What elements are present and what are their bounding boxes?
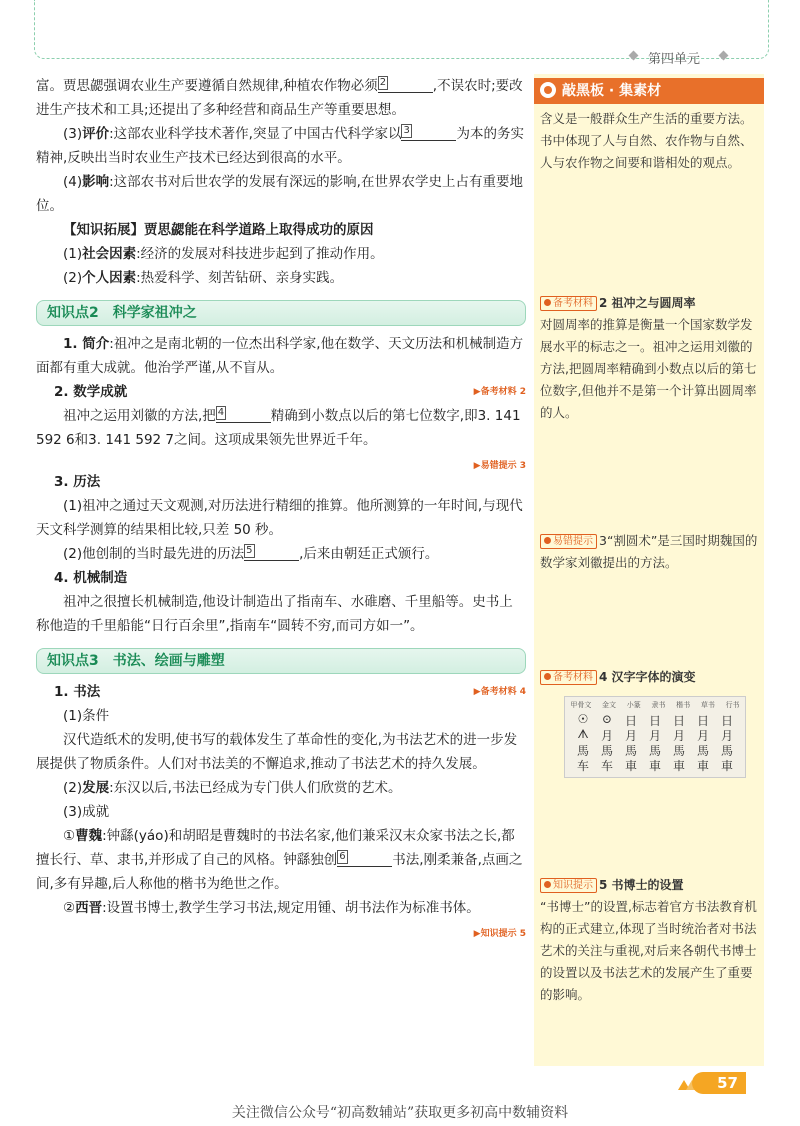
sidebar [534,74,764,1066]
paragraph: (3)评价:这部农业科学技术著作,突显了中国古代科学家以 3 为本的务实精神,反映出当时农业生产技术已经达到很高的水平。 [36,125,524,166]
paragraph: ②西晋:设置书博士,教学生学习书法,规定用锺、胡书法作为标准书体。 [63,900,480,916]
reference-link[interactable]: ▶备考材料 2 [473,387,526,397]
fill-blank: 3 [401,124,456,141]
knowledge-tip-tag: 知识提示 [540,878,597,893]
script-glyph: 日 [648,714,661,728]
sidebar-note: 知识提示 5 书博士的设置 “书博士”的设置,标志着官方书法教育机构的正式建立,体现了当时统治者对书法艺术的关注与重视,对后来各朝代书博士的设置以及书法艺术的发展产生了重要的影响。 [540,878,757,1002]
subheading: 3. 历法 [54,474,101,490]
fill-blank: 6 [337,850,392,867]
diamond-icon [719,51,729,61]
sidebar-note: 备考材料 4 汉字字体的演变 [540,666,758,688]
fill-blank: 2 [378,76,433,93]
sidebar-header: 敲黑板 · 集素材 [534,78,764,104]
knowledge-point-title: 知识点3 书法、绘画与雕塑 [36,648,526,674]
script-glyph: 馬 [576,744,589,758]
script-glyph: 車 [624,759,637,773]
error-tip-tag: 易错提示 [540,534,597,549]
sidebar-note: 备考材料 2 祖冲之与圆周率 对圆周率的推算是衡量一个国家数学发展水平的标志之一。祖冲之运用刘徽的方法,把圆周率精确到小数点以后的第七位数字,但他并不是第一个计算出圆周率的人。 [540,296,757,420]
paragraph: ①曹魏:钟繇(yáo)和胡昭是曹魏时的书法名家,他们兼采汉末众家书法之长,都擅长行、草、隶书,并形成了自己的风格。钟繇独创 6 书法,刚柔兼备,点画之间,多有异趣,后人称他的楷书为绝世之作。 [36,828,523,892]
script-glyph: 日 [696,714,709,728]
script-glyph: 月 [672,729,685,743]
script-glyph: 車 [648,759,661,773]
script-glyph: 馬 [696,744,709,758]
script-column-label: 草书 [700,701,715,709]
paragraph: (3)成就 [63,804,110,820]
script-glyph: 月 [648,729,661,743]
unit-label: 第四单元 [648,52,701,67]
fill-blank: 4 [216,406,271,423]
script-glyph: 馬 [648,744,661,758]
script-glyph: 馬 [600,744,613,758]
footer-note: 关注微信公众号“初高数辅站”获取更多初高中数辅资料 [231,1105,569,1121]
script-column-label: 甲骨文 [570,701,592,709]
paragraph: (1)社会因素:经济的发展对科技进步起到了推动作用。 [63,246,384,262]
script-evolution-image [564,696,746,778]
script-glyph: 馬 [624,744,637,758]
paragraph: (1)条件 [63,708,110,724]
reference-link[interactable]: ▶备考材料 4 [473,687,526,697]
script-glyph: ⊙ [601,712,613,726]
subheading: 1. 书法 ▶备考材料 4 [36,680,526,704]
script-column-label: 小篆 [626,701,641,709]
paragraph: 【知识拓展】贾思勰能在科学道路上取得成功的原因 [63,222,374,238]
paragraph: (2)发展:东汉以后,书法已经成为专门供人们欣赏的艺术。 [63,780,402,796]
script-column-label: 行书 [725,701,740,709]
bell-icon [540,82,556,98]
reference-row [36,452,526,470]
sidebar-note: 含义是一般群众生产生活的重要方法。书中体现了人与自然、农作物与自然、人与农作物之间要和谐相处的观点。 [540,111,753,170]
subheading: 4. 机械制造 [54,570,128,586]
paragraph: (4)影响:这部农书对后世农学的发展有深远的影响,在世界农学史上占有重要地位。 [36,174,523,214]
fill-blank: 5 [244,544,299,561]
script-glyph: 車 [720,759,733,773]
paragraph: 汉代造纸术的发明,使书写的载体发生了革命性的变化,为书法艺术的进一步发展提供了物质条件。人们对书法美的不懈追求,推动了书法艺术的持久发展。 [36,732,518,772]
script-glyph: ☉ [577,712,589,726]
sidebar-note: 易错提示 3“割圆术”是三国时期魏国的数学家刘徽提出的方法。 [540,533,758,570]
unit-header [600,48,770,66]
diamond-icon [629,51,639,61]
main-column [36,74,526,938]
tag-dot-icon [544,673,551,680]
paragraph: 1. 简介:祖冲之是南北朝的一位杰出科学家,他在数学、天文历法和机械制造方面都有重大成就。他治学严谨,从不盲从。 [36,336,524,376]
paragraph: 富。贾思勰强调农业生产要遵循自然规律,种植农作物必须 2 ,不误农时;要改进生产技术和工具;还提出了多种经营和商品生产等重要思想。 [36,77,523,118]
script-glyph: 馬 [720,744,733,758]
script-glyph: 日 [720,714,733,728]
script-glyph: 车 [576,759,589,773]
page-number: 57 [692,1072,746,1094]
subheading: 2. 数学成就 ▶备考材料 2 [36,380,526,404]
paragraph: (1)祖冲之通过天文观测,对历法进行精细的推算。他所测算的一年时间,与现代天文科学测算的结果相比较,只差 50 秒。 [36,498,523,538]
script-glyph: 月 [720,729,733,743]
script-glyph: 月 [696,729,709,743]
paragraph: (2)个人因素:热爱科学、刻苦钻研、亲身实践。 [63,270,344,286]
paragraph: (2)他创制的当时最先进的历法 5 ,后来由朝廷正式颁行。 [63,545,439,562]
material-tag: 备考材料 [540,296,597,311]
tag-dot-icon [544,881,551,888]
script-glyph: 車 [696,759,709,773]
knowledge-point-title: 知识点2 科学家祖冲之 [36,300,526,326]
script-glyph: 車 [672,759,685,773]
script-column-label: 楷书 [676,701,691,709]
tag-dot-icon [544,299,551,306]
script-glyph: 馬 [672,744,685,758]
reference-row [36,920,526,938]
script-glyph: 月 [600,729,613,743]
paragraph: 祖冲之运用刘徽的方法,把 4 精确到小数点以后的第七位数字,即3. 141 592 6和3. 141 592 7之间。这项成果领先世界近千年。 [36,407,521,448]
script-glyph: 日 [624,714,637,728]
script-glyph: 日 [672,714,685,728]
tag-dot-icon [544,537,551,544]
script-glyph: 车 [600,759,613,773]
script-glyph: ᗑ [577,727,589,741]
reference-link[interactable]: ▶易错提示 3 [473,461,526,471]
script-column-label: 隶书 [651,701,666,709]
script-glyph: 月 [624,729,637,743]
material-tag: 备考材料 [540,670,597,685]
script-column-label: 金文 [602,701,617,709]
paragraph: 祖冲之很擅长机械制造,他设计制造出了指南车、水碓磨、千里船等。史书上称他造的千里船能“日行百余里”,指南车“圆转不穷,而司方如一”。 [36,594,513,634]
reference-link[interactable]: ▶知识提示 5 [473,929,526,939]
